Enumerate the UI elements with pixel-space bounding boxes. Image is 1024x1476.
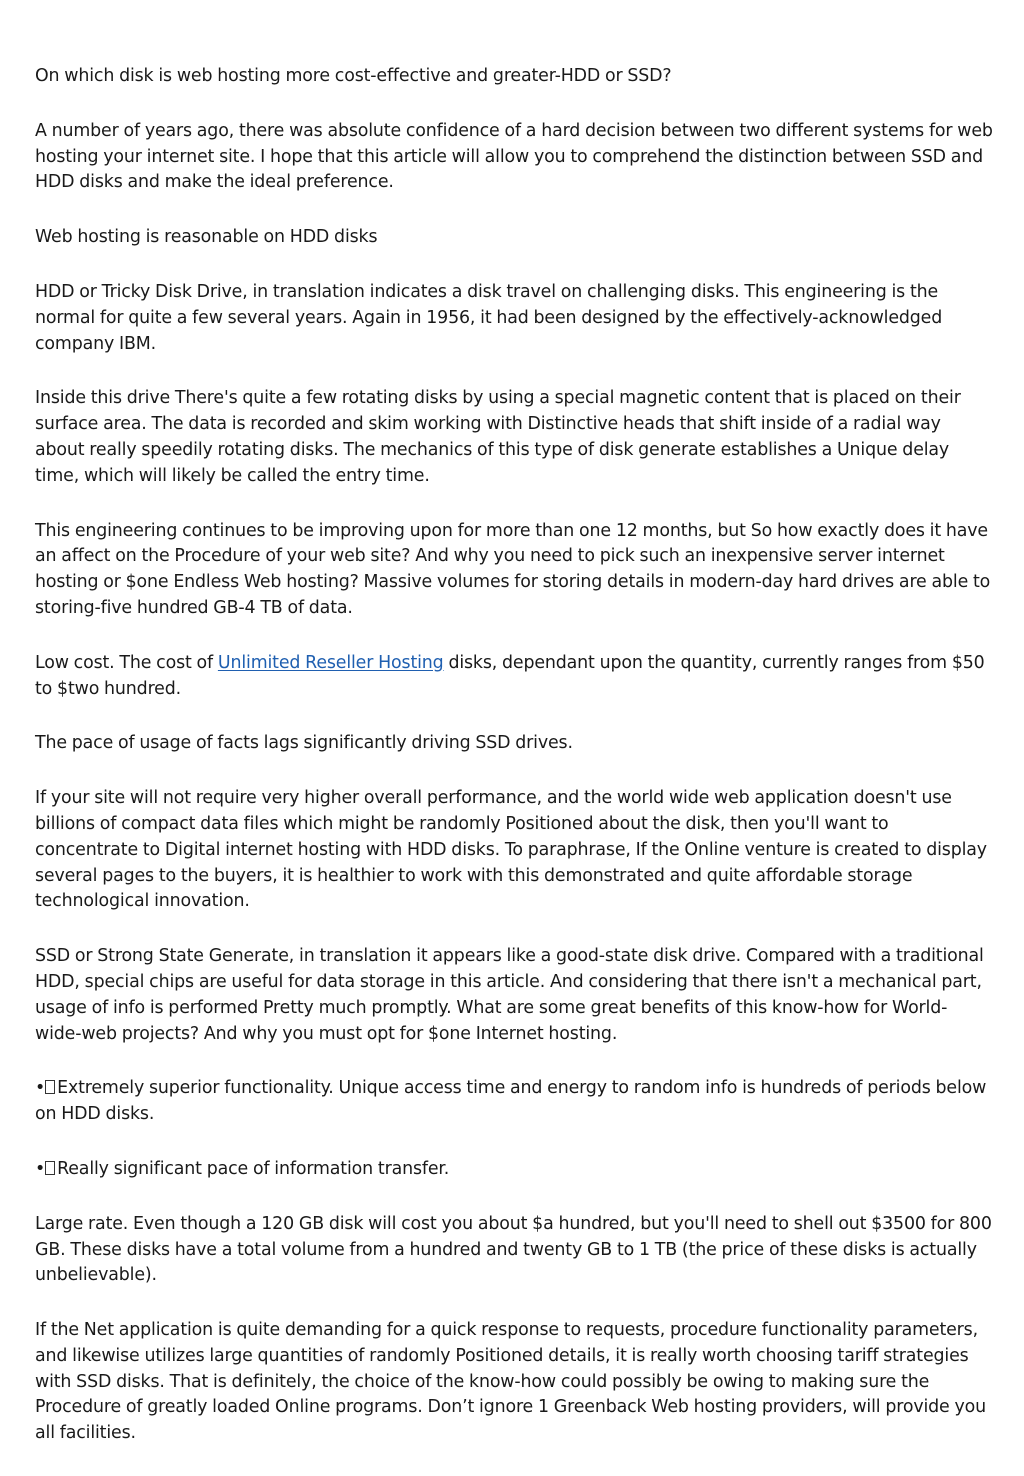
paragraph-ssd-recommendation: If the Net application is quite demanding for a quick response to requests, procedure functionality parameters, and likewise utilizes large quantities of randomly Positioned details, it is really worth choosing tariff strategies with SSD disks. That is definitely, the choice of the know-how could possibly be owing to making sure the Procedure of greatly loaded Online programs. Don’t ignore 1 Greenback Web hosting providers, will provide you all facilities. — [35, 1320, 986, 1444]
paragraph-hdd-heading: Web hosting is reasonable on HDD disks — [35, 227, 378, 248]
paragraph-hdd-definition: HDD or Tricky Disk Drive, in translation indicates a disk travel on challenging disks. This engineering is the normal for quite a few several years. Again in 1956, it had been designed by the effectively-acknowledged company IBM. — [35, 281, 943, 354]
bullet-item-transfer — [35, 1157, 993, 1183]
paragraph-hdd-recommendation: If your site will not require very higher overall performance, and the world wide web application doesn't use billions of compact data files which might be randomly Positioned about the disk, then you'll want to concentrate to Digital internet hosting with HDD disks. To paraphrase, If the Online venture is created to display several pages to the buyers, it is healthier to work with this demonstrated and quite affordable storage technological innovation. — [35, 788, 987, 912]
paragraph-intro: A number of years ago, there was absolute confidence of a hard decision between two different systems for web hosting your internet site. I hope that this article will allow you to comprehend the distinction between SSD and HDD disks and make the ideal preference. — [35, 120, 993, 193]
missing-glyph-icon — [45, 1080, 55, 1094]
paragraph-hdd-mechanics: Inside this drive There's quite a few rotating disks by using a special magnetic content that is placed on their surface area. The data is recorded and skim working with Distinctive heads that shift inside of a radial way about really speedily rotating disks. The mechanics of this type of disk generate establishes a Unique delay time, which will likely be called the entry time. — [35, 388, 961, 486]
paragraph-low-cost — [35, 651, 993, 703]
paragraph-hdd-volume: This engineering continues to be improving upon for more than one 12 months, but So how exactly does it have an affect on the Procedure of your web site? And why you need to pick such an inexpensive server internet hosting or $one Endless Web hosting? Massive volumes for storing details in modern-day hard drives are able to storing-five hundred GB-4 TB of data. — [35, 520, 991, 618]
bullet-icon: • — [35, 1158, 46, 1179]
bullet-text: Really significant pace of information transfer. — [57, 1158, 450, 1179]
missing-glyph-icon — [45, 1161, 55, 1175]
low-cost-text-before: Low cost. The cost of — [35, 652, 218, 673]
bullet-icon: • — [35, 1078, 46, 1099]
bullet-item-performance — [35, 1076, 993, 1128]
paragraph-ssd-definition: SSD or Strong State Generate, in translation it appears like a good-state disk drive. Compared with a traditional HDD, special chips are useful for data storage in this article. And considering that there isn't a mechanical part, usage of info is performed Pretty much promptly. What are some great benefits of this know-how for World-wide-web projects? And why you must opt for $one Internet hosting. — [35, 946, 984, 1044]
paragraph-access-speed: The pace of usage of facts lags significantly driving SSD drives. — [35, 733, 573, 754]
article-body — [35, 64, 993, 1476]
unlimited-reseller-hosting-link[interactable]: Unlimited Reseller Hosting — [217, 652, 444, 673]
bullet-text: Extremely superior functionality. Unique access time and energy to random info is hundreds of periods below on HDD disks. — [35, 1078, 987, 1125]
low-cost-text-after: disks, dependant upon the quantity, currently ranges from $50 to $two hundred. — [35, 652, 985, 699]
paragraph-ssd-price: Large rate. Even though a 120 GB disk will cost you about $a hundred, but you'll need to shell out $3500 for 800 GB. These disks have a total volume from a hundred and twenty GB to 1 TB (the price of these disks is actually unbelievable). — [35, 1213, 992, 1286]
paragraph-question: On which disk is web hosting more cost-effective and greater-HDD or SSD? — [35, 66, 672, 86]
